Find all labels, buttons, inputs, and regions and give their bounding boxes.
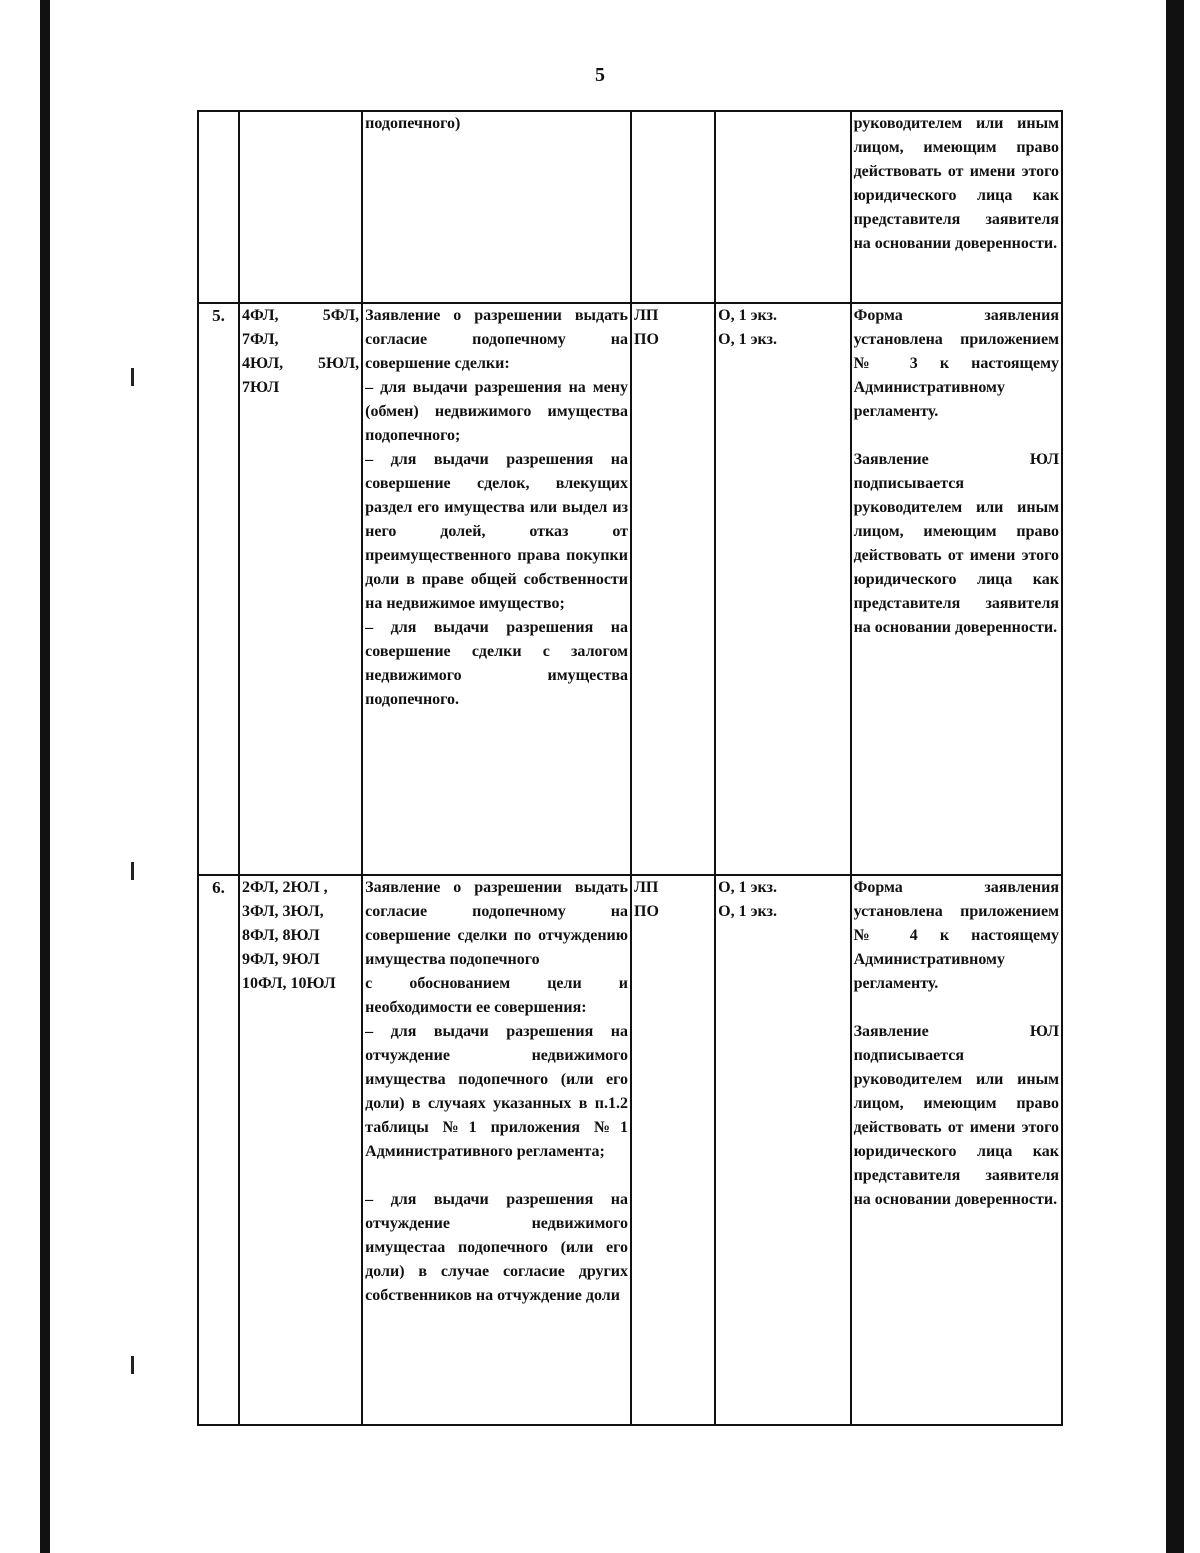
document-text: подопечного) bbox=[365, 115, 461, 132]
doc-type: ЛП bbox=[634, 879, 659, 896]
applicant-category-cell bbox=[239, 303, 362, 875]
table-row bbox=[198, 303, 1062, 875]
notes-text: Форма заявления установлена приложением № 4 к настоящему Административному регламенту. bbox=[853, 879, 1059, 992]
notes-text: руководителем или иным лицом, имеющим право действовать от имени этого юридического лица как представителя заявителя на основании доверенности. bbox=[853, 115, 1059, 252]
table-row bbox=[198, 875, 1062, 1425]
quantity-cell bbox=[715, 303, 850, 875]
notes-cell bbox=[851, 111, 1062, 303]
quantity-cell bbox=[715, 875, 850, 1425]
scan-mark bbox=[131, 368, 134, 386]
spacer bbox=[365, 1164, 628, 1188]
scan-edge-left bbox=[40, 0, 50, 1553]
applicant-category: 8ФЛ, 8ЮЛ bbox=[242, 927, 320, 944]
notes-cell bbox=[851, 303, 1062, 875]
doc-type: ПО bbox=[634, 331, 659, 348]
document-cell bbox=[362, 111, 631, 303]
applicant-category: 3ФЛ, 3ЮЛ, bbox=[242, 903, 324, 920]
quantity-cell bbox=[715, 111, 850, 303]
doc-type-cell bbox=[631, 303, 715, 875]
document-cell bbox=[362, 303, 631, 875]
notes-text: Форма заявления установлена приложением № 3 к настоящему Административному регламенту. bbox=[853, 307, 1059, 420]
document-cell bbox=[362, 875, 631, 1425]
spacer bbox=[854, 424, 1059, 448]
doc-type-cell bbox=[631, 111, 715, 303]
table-row bbox=[198, 111, 1062, 303]
applicant-category-cell bbox=[239, 875, 362, 1425]
quantity: О, 1 экз. bbox=[718, 331, 777, 348]
row-number-cell bbox=[198, 875, 239, 1425]
scan-edge-right bbox=[1166, 0, 1184, 1553]
document-text: с обоснованием цели и необходимости ее совершения: bbox=[365, 975, 628, 1016]
quantity: О, 1 экз. bbox=[718, 879, 777, 896]
quantity: О, 1 экз. bbox=[718, 307, 777, 324]
row-number: 5. bbox=[212, 306, 225, 325]
doc-type: ПО bbox=[634, 903, 659, 920]
notes-text: Заявление ЮЛ подписывается руководителем или иным лицом, имеющим право действовать от имени этого юридического лица как представителя заявителя на основании доверенности. bbox=[853, 451, 1059, 636]
applicant-category-cell bbox=[239, 111, 362, 303]
document-list-item: – для выдачи разрешения на совершение сделки с залогом недвижимого имущества подопечного. bbox=[365, 619, 628, 708]
applicant-category: 10ФЛ, 10ЮЛ bbox=[242, 975, 336, 992]
spacer bbox=[854, 996, 1059, 1020]
scan-mark bbox=[131, 862, 134, 880]
document-text: Заявление о разрешении выдать согласие подопечному на совершение сделки по отчуждению имущества подопечного bbox=[365, 879, 628, 968]
scan-mark bbox=[131, 1356, 134, 1374]
applicant-category: 4ФЛ, 5ФЛ, 7ФЛ, bbox=[242, 307, 360, 348]
page-number: 5 bbox=[595, 64, 605, 86]
applicant-category: 4ЮЛ, 5ЮЛ, 7ЮЛ bbox=[242, 355, 360, 396]
document-list-item: – для выдачи разрешения на отчуждение недвижимого имущестаа подопечного (или его доли) в случае согласие других собственников на отчуждение доли bbox=[365, 1191, 628, 1304]
row-number-cell bbox=[198, 111, 239, 303]
applicant-category: 2ФЛ, 2ЮЛ , bbox=[242, 879, 328, 896]
document-list-item: – для выдачи разрешения на мену (обмен) недвижимого имущества подопечного; bbox=[365, 379, 628, 444]
doc-type: ЛП bbox=[634, 307, 659, 324]
doc-type-cell bbox=[631, 875, 715, 1425]
row-number: 6. bbox=[212, 878, 225, 897]
quantity: О, 1 экз. bbox=[718, 903, 777, 920]
documents-table bbox=[197, 110, 1063, 1426]
row-number-cell bbox=[198, 303, 239, 875]
document-text: Заявление о разрешении выдать согласие подопечному на совершение сделки: bbox=[365, 307, 628, 372]
notes-text: Заявление ЮЛ подписывается руководителем или иным лицом, имеющим право действовать от имени этого юридического лица как представителя заявителя на основании доверенности. bbox=[853, 1023, 1059, 1208]
document-list-item: – для выдачи разрешения на отчуждение недвижимого имущества подопечного (или его доли) в случаях указанных в п.1.2 таблицы №1 приложения №1 Административного регламента; bbox=[365, 1023, 628, 1160]
document-list-item: – для выдачи разрешения на совершение сделок, влекущих раздел его имущества или выдел из него долей, отказ от преимущественного права покупки доли в праве общей собственности на недвижимое имущество; bbox=[365, 451, 628, 612]
notes-cell bbox=[851, 875, 1062, 1425]
applicant-category: 9ФЛ, 9ЮЛ bbox=[242, 951, 320, 968]
